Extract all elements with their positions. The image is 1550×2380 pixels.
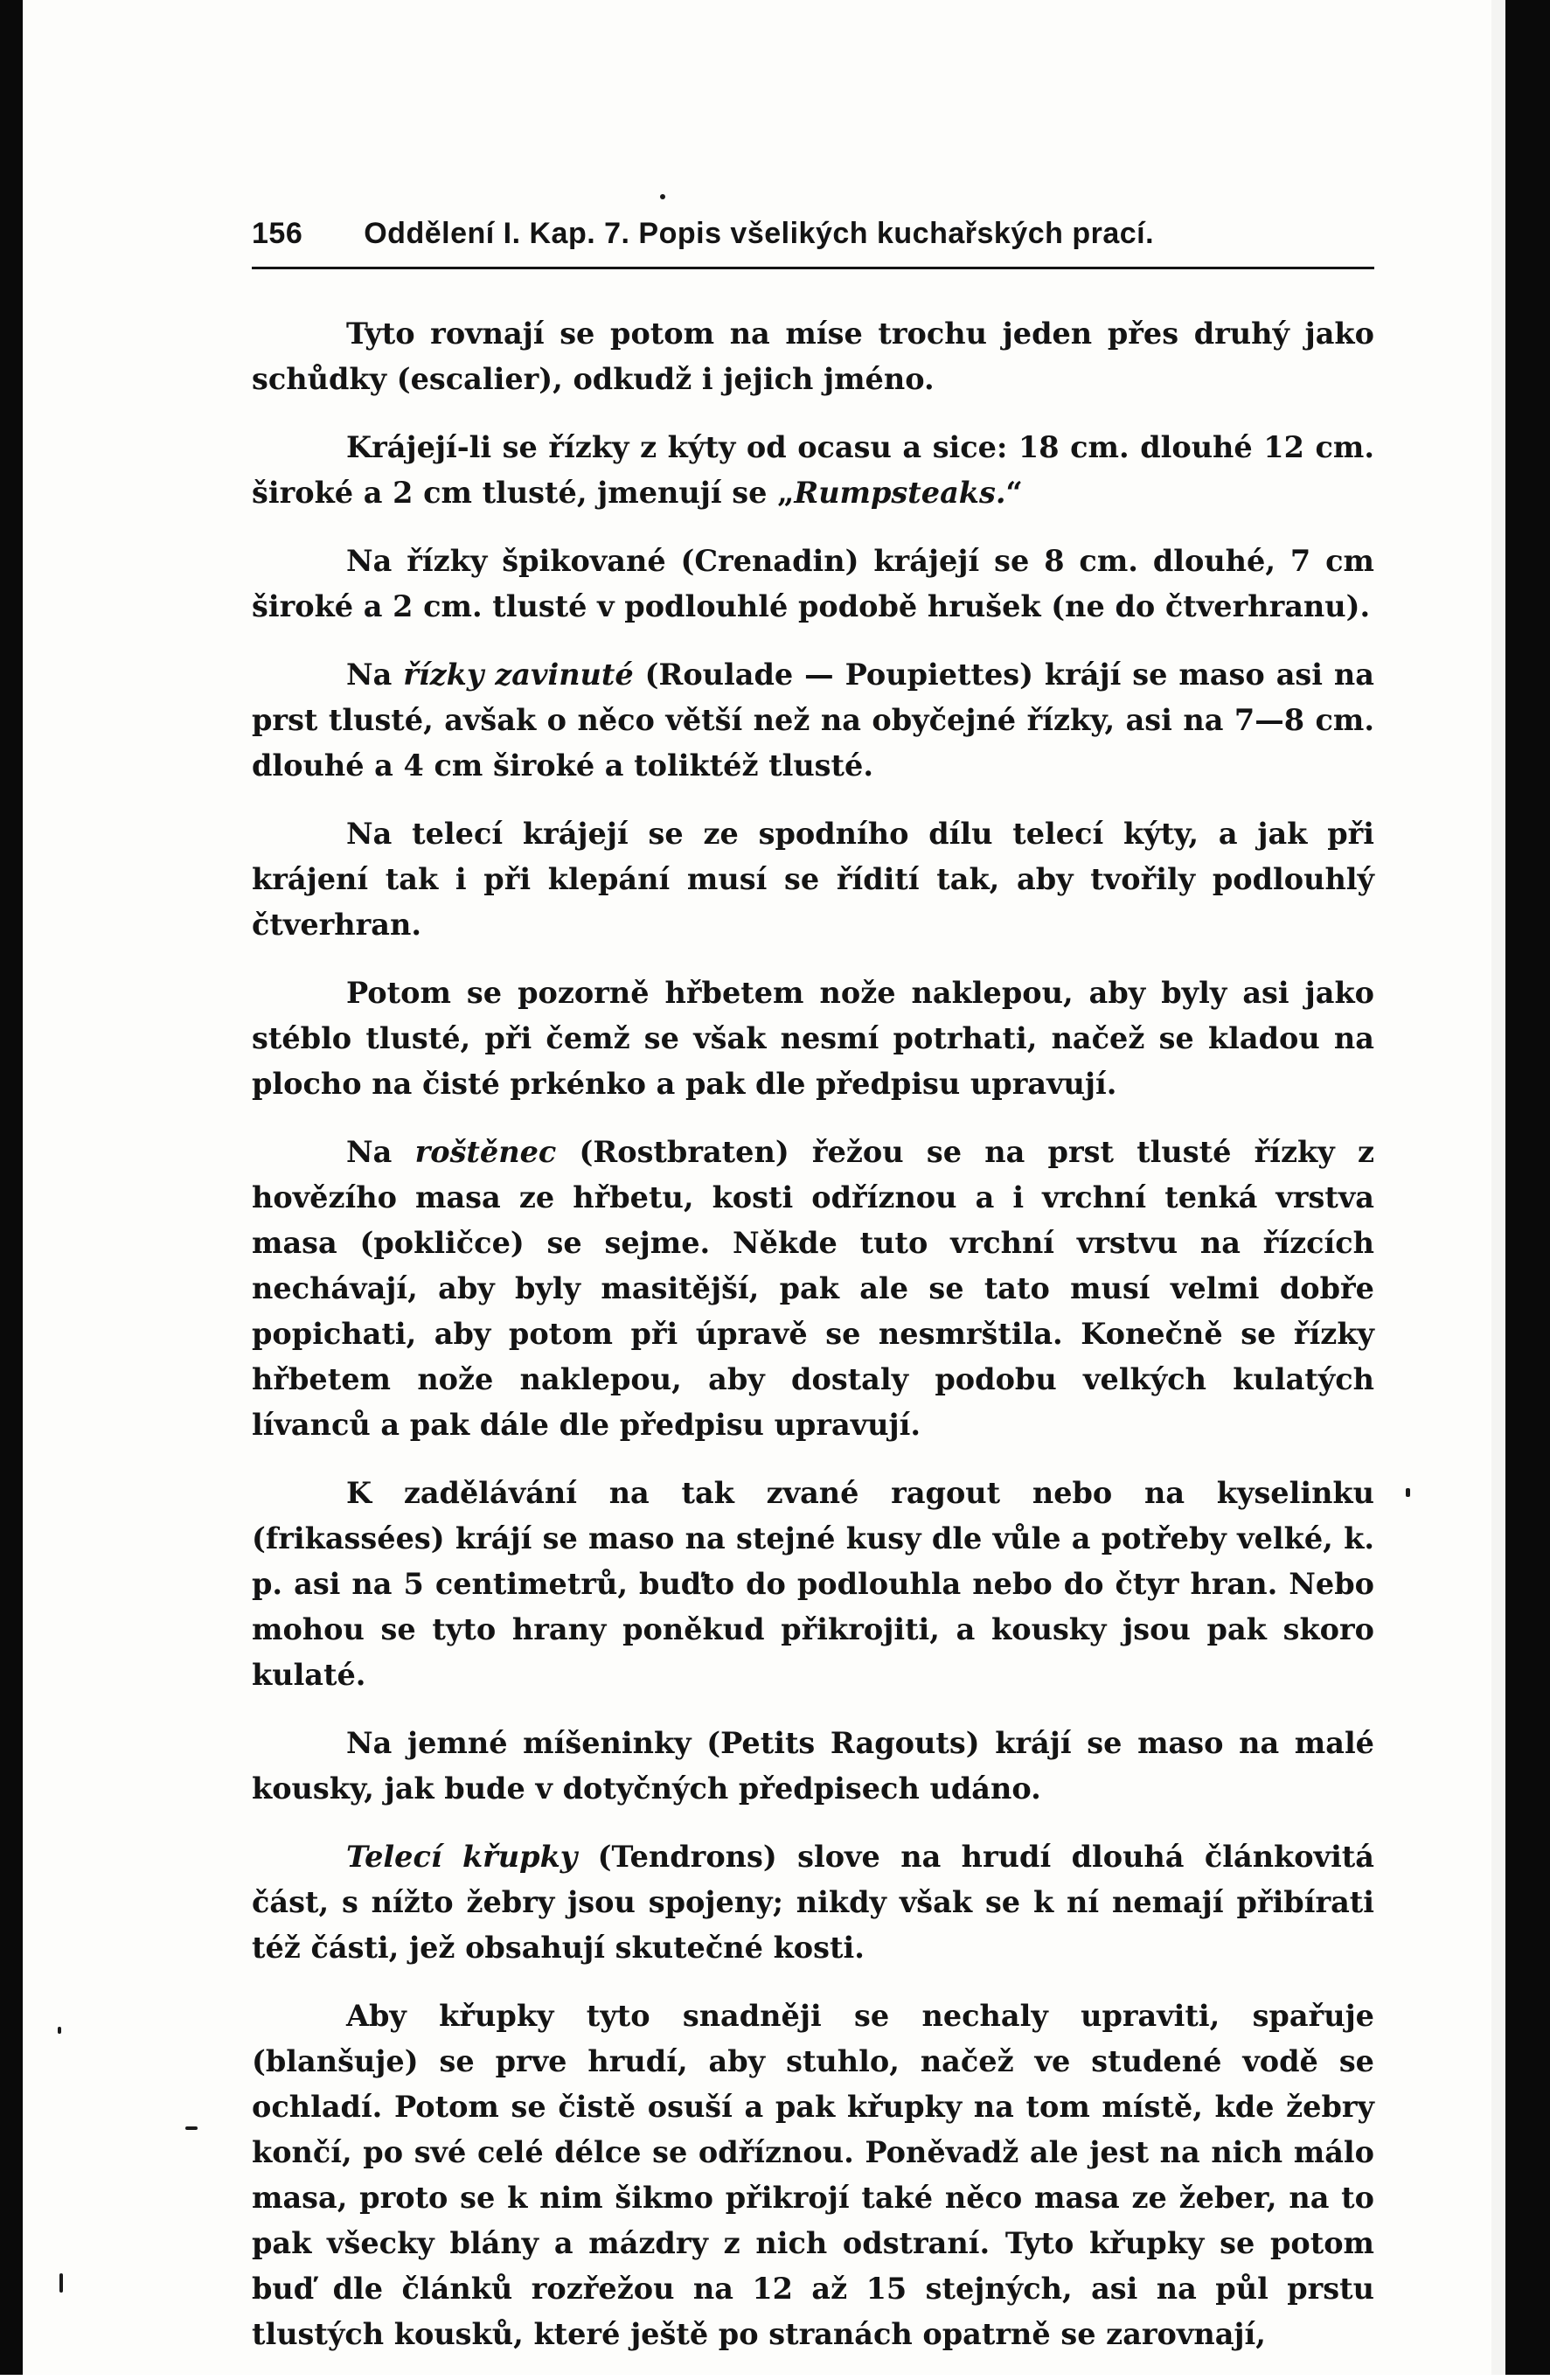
paragraph [252,1834,1374,1971]
ink-speck [1406,1488,1410,1497]
text-run: Na [346,1135,415,1169]
paragraph [252,1130,1374,1448]
paragraph [252,1994,1374,2357]
text-run: (Roulade — Poupiettes) krájí se maso asi na prst tlusté, avšak o něco větší než na obyčejné řízky, asi na 7—8 cm. dlouhé a 4 cm široké a toliktéž tlusté. [252,658,1374,783]
text-run: Na řízky špikované (Crenadin) krájejí se 8 cm. dlouhé, 7 cm široké a 2 cm. tlusté v podlouhlé podobě hrušek (ne do čtverhranu). [252,544,1374,623]
paragraph [252,652,1374,789]
text-run: Na [346,658,404,692]
page-gutter [1491,0,1505,2375]
text-run: (Tendrons) slove na hrudí dlouhá článkovitá část, s nížto žebry jsou spojeny; nikdy však se k ní nemají přibírati též části, jež obsahují skutečné kosti. [252,1840,1374,1965]
text-run: Tyto rovnají se potom na míse trochu jeden přes druhý jako schůdky (escalier), odkudž i jejich jméno. [252,317,1374,396]
text-run: “ [1005,476,1023,510]
ink-speck [59,2273,63,2293]
running-title: Oddělení I. Kap. 7. Popis všelikých kuchařských prací. [364,217,1155,250]
italic-term: Telecí křupky [346,1840,578,1874]
text-run: Na telecí krájejí se ze spodního dílu telecí kýty, a jak při krájení tak i při klepání musí se řídití tak, aby tvořily podlouhlý čtverhran. [252,817,1374,942]
ink-speck [660,194,665,199]
italic-term: roštěnec [414,1135,557,1169]
text-run: Potom se pozorně hřbetem nože naklepou, aby byly asi jako stéblo tlusté, při čemž se však nesmí potrhati, načež se kladou na plocho na čisté prkénko a pak dle předpisu upravují. [252,976,1374,1101]
text-block [252,217,1374,2380]
page-number: 156 [252,217,303,250]
italic-term: Rumpsteaks. [794,476,1006,510]
ink-speck [58,2027,61,2034]
text-run: Krájejí-li se řízky z kýty od ocasu a sice: 18 cm. dlouhé 12 cm. široké a 2 cm tlusté, jmenují se „ [252,430,1374,510]
paragraph [252,811,1374,948]
running-head [252,217,1374,251]
text-run: K zadělávání na tak zvané ragout nebo na kyselinku (frikassées) krájí se maso na stejné kusy dle vůle a potřeby velké, k. p. asi na 5 centimetrů, buďto do podlouhla nebo do čtyr hran. Nebo mohou se tyto hrany poněkud přikrojiti, a kousky jsou pak skoro kulaté. [252,1476,1374,1692]
paragraph [252,971,1374,1107]
italic-term: řízky zavinuté [403,658,634,692]
paragraph [252,425,1374,516]
paragraph [252,311,1374,402]
header-rule [252,267,1374,269]
paragraph [252,1471,1374,1698]
text-run: Aby křupky tyto snadněji se nechaly upraviti, spařuje (blanšuje) se prve hrudí, aby stuhlo, načež ve studené vodě se ochladí. Potom se čistě osuší a pak křupky na tom místě, kde žebry končí, po své celé délce se odříznou. Poněvadž ale jest na nich málo masa, proto se k nim šikmo přikrojí také něco masa ze žeber, na to pak všecky blány a mázdry z nich odstraní. Tyto křupky se potom buď dle článků rozřežou na 12 až 15 stejných, asi na půl prstu tlustých kousků, které ještě po stranách opatrně se zarovnají, [252,1999,1374,2351]
ink-speck [185,2126,198,2130]
paragraph [252,1721,1374,1812]
text-run: (Rostbraten) řežou se na prst tlusté řízky z hovězího masa ze hřbetu, kosti odříznou a i vrchní tenká vrstva masa (pokličce) se sejme. Někde tuto vrchní vrstvu na řízcích nechávají, aby byly masitější, pak ale se tato musí velmi dobře popichati, aby potom při úpravě se nesmrštila. Konečně se řízky hřbetem nože naklepou, aby dostaly podobu velkých kulatých lívanců a pak dále dle předpisu upravují. [252,1135,1374,1442]
paragraph [252,539,1374,630]
body-text [252,311,1374,2357]
text-run: Na jemné míšeninky (Petits Ragouts) krájí se maso na malé kousky, jak bude v dotyčných předpisech udáno. [252,1726,1374,1806]
